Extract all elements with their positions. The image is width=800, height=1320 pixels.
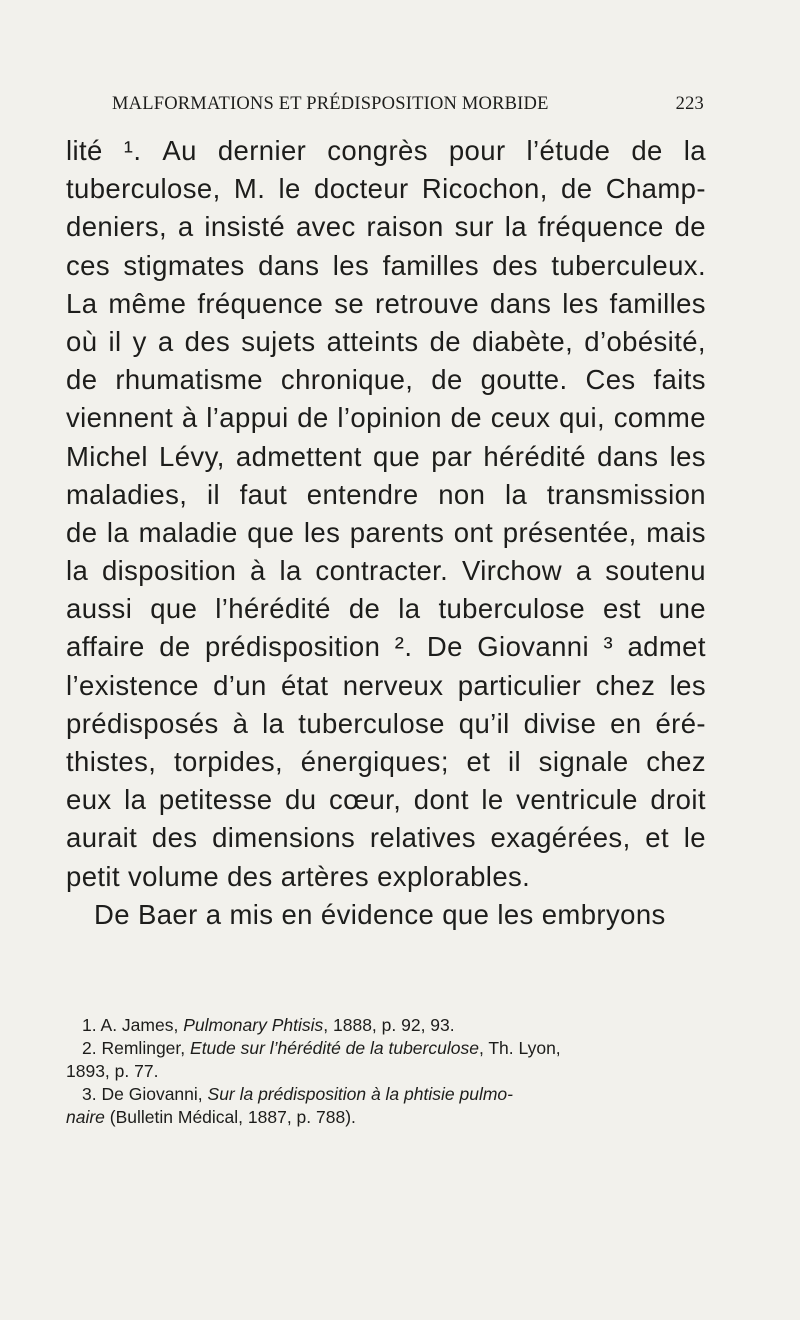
word: Giovanni (477, 631, 590, 663)
word: goutte. (480, 364, 568, 396)
word: le (683, 822, 706, 854)
footnote-number: 1. (82, 1015, 97, 1035)
text-line (66, 361, 706, 399)
word: il (206, 478, 220, 510)
word: de (429, 325, 461, 357)
footnote-rest: , Th. Lyon, (478, 1038, 561, 1058)
word: une (658, 593, 706, 625)
word: Champ- (605, 173, 706, 205)
word: Michel (66, 440, 148, 472)
word: présentée, (502, 516, 637, 548)
word: tuberculose, (66, 173, 221, 205)
word: fréquence (537, 211, 664, 243)
word: maladies, (66, 478, 188, 510)
word: Au (162, 135, 197, 166)
word: rhumatisme (115, 364, 263, 396)
word: transmission (546, 478, 706, 510)
footnote-cont-rest: (Bulletin Médical, 1887, p. 788). (104, 1107, 356, 1127)
word: maladie (138, 516, 238, 548)
word: nerveux (342, 669, 444, 701)
word: dans (490, 287, 552, 319)
text-line (66, 285, 706, 323)
word: tuberculose (438, 593, 586, 625)
text-line (66, 667, 706, 705)
word: parents (349, 516, 445, 548)
word: aussi (66, 593, 133, 625)
page-number: 223 (675, 94, 704, 114)
word: a (157, 325, 174, 357)
word: et (645, 822, 670, 854)
word: viennent (66, 402, 174, 434)
word: il (108, 325, 122, 357)
word: chez (595, 669, 656, 701)
word: de (674, 211, 706, 243)
text-line (66, 781, 706, 819)
word: les (669, 669, 706, 701)
text-line: petit volume des artères explorables. (66, 860, 531, 892)
text-line (66, 628, 706, 666)
word: que (150, 593, 198, 625)
body-text (66, 132, 706, 934)
text-line (66, 132, 706, 170)
word: familles (382, 249, 479, 281)
footnote-title: Etude sur l’hérédité de la tuberculose (190, 1038, 479, 1058)
word: mais (646, 516, 706, 548)
word: d’un (213, 669, 267, 701)
footnote-1 (82, 1014, 707, 1037)
word: atteints (326, 325, 419, 357)
word: est (603, 593, 641, 625)
word: La (66, 287, 98, 319)
text-line (66, 476, 706, 514)
word: les (303, 516, 341, 548)
footnote-continuation (66, 1106, 707, 1129)
text-line (66, 170, 706, 208)
footnotes (66, 1014, 707, 1129)
word: prédisposés (66, 707, 219, 739)
word: chronique, (280, 364, 414, 396)
word: exagérées, (490, 822, 631, 854)
word: de (297, 402, 329, 434)
word: stigmates (123, 249, 245, 281)
text-line (66, 819, 706, 857)
word: de (631, 135, 663, 166)
word: dimensions (212, 822, 356, 854)
footnote-author: De Giovanni, (101, 1084, 203, 1104)
text-line (66, 247, 706, 285)
word: torpides, (174, 746, 284, 777)
text-line (66, 323, 706, 361)
word: entendre (306, 478, 419, 510)
word: particulier (457, 669, 582, 701)
word: la (683, 135, 706, 166)
text-line (66, 514, 706, 552)
word: de (561, 173, 593, 205)
word: de (348, 593, 381, 625)
word: de (431, 364, 463, 396)
footnote-3 (66, 1083, 707, 1129)
word: divise (523, 707, 597, 739)
word: insisté (204, 211, 286, 243)
word: sur (454, 211, 494, 243)
word: la (398, 593, 421, 625)
word: comme (613, 402, 706, 434)
word: raison (366, 211, 444, 243)
text-line (66, 590, 706, 628)
word: se (334, 287, 365, 319)
word: docteur (314, 173, 409, 205)
word: ². (394, 631, 413, 663)
footnote-author: Remlinger, (101, 1038, 186, 1058)
word: de (66, 516, 98, 548)
word: hérédité (483, 440, 586, 472)
word: prédisposition (205, 631, 381, 663)
word: De (426, 631, 463, 663)
word: la (279, 555, 302, 587)
word: énergiques; (300, 746, 449, 777)
word: ont (453, 516, 494, 548)
word: Ces (585, 364, 636, 396)
word: à (232, 707, 249, 739)
word: à (181, 402, 198, 434)
word: en (610, 707, 642, 739)
word: deniers, (66, 211, 168, 243)
text-line (66, 438, 706, 476)
word: non (438, 478, 486, 510)
word: l’appui (206, 402, 289, 434)
word: signale (538, 746, 629, 777)
footnote-title: Sur la prédisposition à la phtisie pulmo- (207, 1084, 513, 1104)
text-line (66, 208, 706, 246)
word: fréquence (197, 287, 324, 319)
running-title: MALFORMATIONS ET PRÉDISPOSITION MORBIDE (112, 94, 549, 114)
text-line (66, 399, 706, 437)
word: et (466, 746, 491, 777)
word: état (280, 669, 329, 701)
word: aurait (66, 822, 138, 854)
word: chez (646, 746, 706, 777)
word: dans (258, 249, 320, 281)
word: des (151, 822, 198, 854)
word: où (66, 325, 98, 357)
word: la (106, 516, 130, 548)
footnote-title-cont: naire (66, 1107, 105, 1127)
word: a (575, 555, 592, 587)
word: de (450, 402, 482, 434)
word: ventricule (516, 784, 638, 816)
word: avec (295, 211, 356, 243)
word: tuberculose (298, 707, 445, 739)
word: la (124, 784, 147, 816)
word: disposition (101, 555, 237, 587)
word: Ricochon, (421, 173, 548, 205)
word: contracter. (315, 555, 449, 587)
footnote-number: 2. (82, 1038, 97, 1058)
footnote-rest: , 1888, p. 92, 93. (323, 1015, 455, 1035)
word: ceux (490, 402, 551, 434)
footnote-title: Pulmonary Phtisis (183, 1015, 324, 1035)
word: admettent (235, 440, 362, 472)
word: sujets (241, 325, 316, 357)
word: par (431, 440, 473, 472)
word: cœur, (328, 784, 402, 816)
footnote-number: 3. (82, 1084, 97, 1104)
word: relatives (369, 822, 476, 854)
word: même (108, 287, 187, 319)
word: diabète, (472, 325, 574, 357)
word: à (250, 555, 266, 587)
word: la (66, 555, 89, 587)
word: des (184, 325, 231, 357)
word: tuberculeux. (551, 249, 706, 281)
word: les (562, 287, 599, 319)
word: qui, (559, 402, 606, 434)
word: du (285, 784, 317, 816)
text-line (66, 743, 706, 781)
word: a (177, 211, 194, 243)
footnote-continuation: 1893, p. 77. (66, 1061, 159, 1081)
word: le (481, 784, 504, 816)
word: l’étude (526, 135, 611, 166)
word: ¹. (123, 135, 142, 166)
footnote-2 (66, 1037, 707, 1083)
word: l’opinion (337, 402, 442, 434)
word: dont (413, 784, 469, 816)
word: de (66, 364, 98, 396)
word: des (492, 249, 538, 281)
word: soutenu (605, 555, 706, 587)
word: Virchow (461, 555, 563, 587)
word: Lévy, (159, 440, 225, 472)
text-line (66, 552, 706, 590)
word: la (262, 707, 285, 739)
word: y (132, 325, 147, 357)
word: eux (66, 784, 112, 816)
word: le (278, 173, 301, 205)
running-header (112, 94, 704, 115)
footnote-author: A. James, (100, 1015, 179, 1035)
word: M. (233, 173, 266, 205)
word: faut (239, 478, 288, 510)
word: petitesse (158, 784, 273, 816)
word: lité (66, 135, 103, 166)
text-line (66, 705, 706, 743)
word: ces (66, 249, 110, 281)
word: dernier (217, 135, 307, 166)
word: congrès (327, 135, 428, 166)
word: éré- (655, 707, 706, 739)
word: de (159, 631, 191, 663)
word: dans (597, 440, 659, 472)
word: thistes, (66, 746, 157, 777)
word: affaire (66, 631, 145, 663)
word: que (247, 516, 295, 548)
word: la (504, 211, 528, 243)
text-line: De Baer a mis en évidence que les embryons (94, 898, 666, 930)
word: les (332, 249, 370, 281)
word: retrouve (375, 287, 480, 319)
word: droit (650, 784, 706, 816)
word: l’existence (66, 669, 199, 701)
word: la (504, 478, 528, 510)
word: que (373, 440, 421, 472)
word: les (669, 440, 706, 472)
word: pour (448, 135, 506, 166)
word: qu’il (458, 707, 510, 739)
word: il (507, 746, 521, 777)
word: faits (653, 364, 706, 396)
word: l’hérédité (215, 593, 331, 625)
word: admet (627, 631, 706, 663)
word: familles (609, 287, 706, 319)
word: ³ (603, 631, 614, 663)
word: d’obésité, (584, 325, 706, 357)
